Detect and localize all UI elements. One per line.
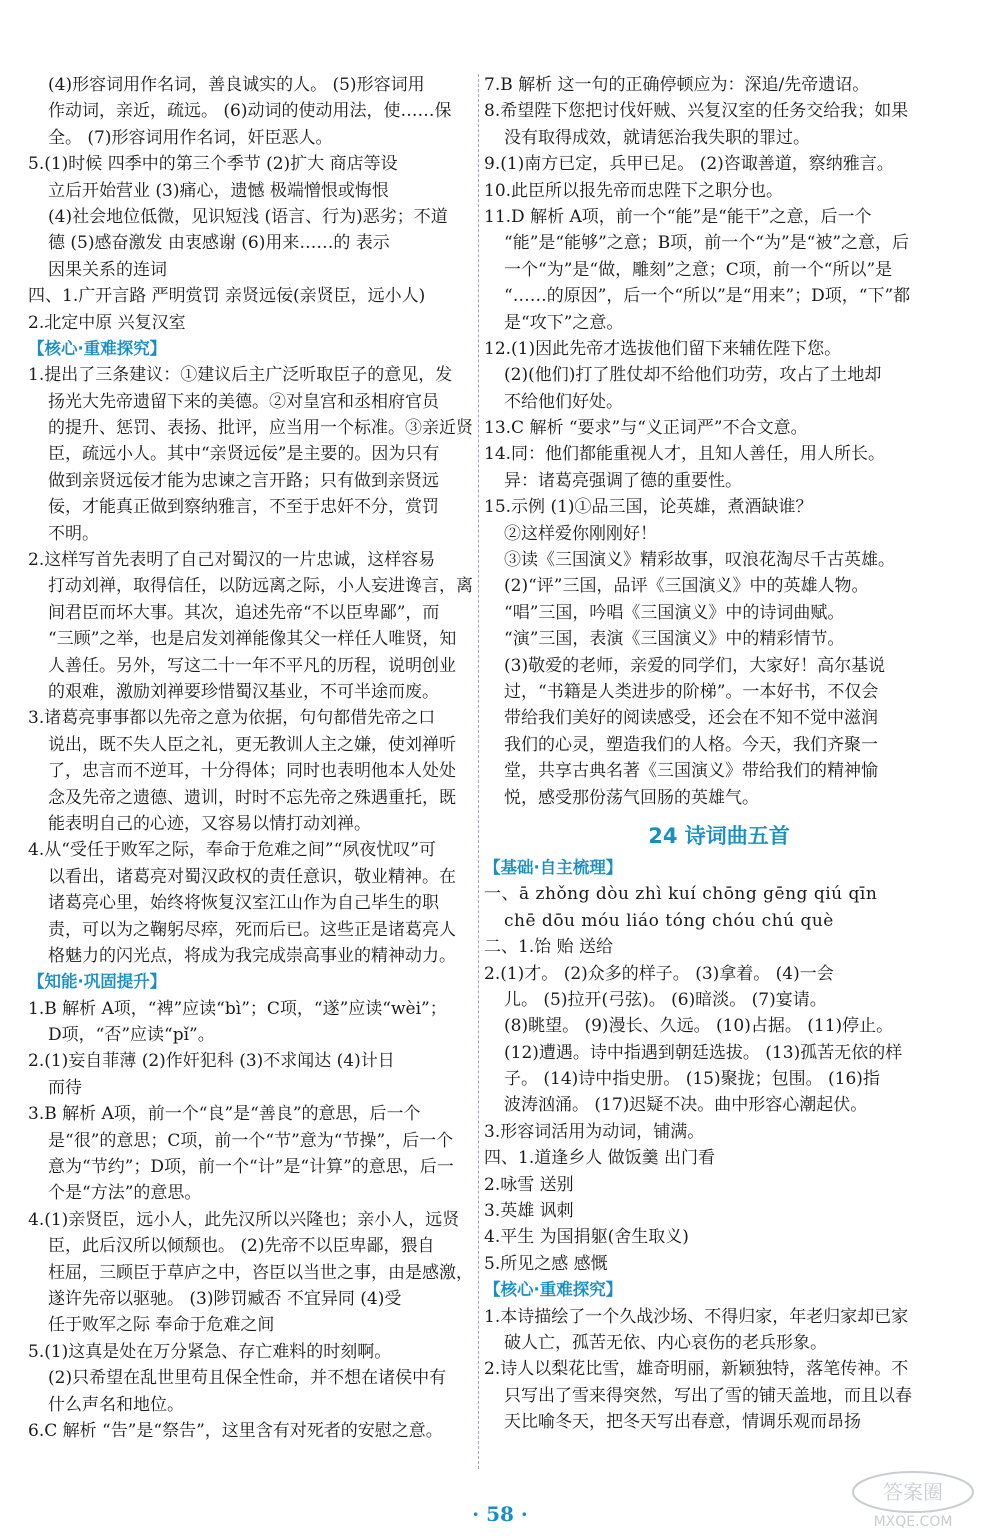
answer-line: 臣，此后汉所以倾颓也。 (2)先帝不以臣卑鄙，猥自: [48, 1236, 435, 1257]
answer-line: 什么声名和地位。: [48, 1394, 184, 1415]
answer-line: 打动刘禅，取得信任，以防远离之际，小人妄进谗言，离: [48, 576, 473, 597]
answer-line: 破人亡，孤苦无依、内心哀伤的老兵形象。: [504, 1332, 827, 1353]
answer-line: D项，“否”应读“pǐ”。: [48, 1025, 215, 1046]
answer-line: 的艰难，激励刘禅要珍惜蜀汉基业，不可半途而废。: [48, 681, 439, 702]
answer-line: 格魅力的闪光点，将成为我完成崇高事业的精神动力。: [48, 945, 456, 966]
answer-line: 2.咏雪 送别: [484, 1174, 574, 1195]
answer-line: 1.本诗描绘了一个久战沙场、不得归家，年老归家却已家: [484, 1306, 909, 1327]
answer-line: ③读《三国演义》精彩故事，叹浪花淘尽千古英雄。: [504, 550, 895, 571]
answer-line: 4.从“受任于败军之际，奉命于危难之间”“夙夜忧叹”可: [28, 840, 436, 861]
answer-line: 2.诗人以梨花比雪，雄奇明丽，新颖独特，落笔传神。不: [484, 1359, 909, 1380]
answer-line: 遂许先帝以驱驰。 (3)陟罚臧否 不宜异同 (4)受: [48, 1288, 402, 1309]
answer-line: 责，可以为之鞠躬尽瘁，死而后已。这些正是诸葛亮人: [48, 919, 456, 940]
answer-line: (3)敬爱的老师，亲爱的同学们，大家好！高尔基说: [504, 655, 886, 676]
answer-line: (2)“评”三国，品评《三国演义》中的英雄人物。: [504, 576, 869, 597]
answer-line: 2.(1)妄自菲薄 (2)作奸犯科 (3)不求闻达 (4)计日: [28, 1051, 395, 1072]
answer-line: 而待: [48, 1077, 82, 1098]
answer-line: 11.D 解析 A项，前一个“能”是“能干”之意，后一个: [484, 206, 872, 227]
answer-line: 5.(1)时候 四季中的第三个季节 (2)扩大 商店等设: [28, 154, 398, 175]
answer-line: 全。 (7)形容词用作名词，奸臣恶人。: [48, 127, 333, 148]
answer-line: 12.(1)因此先帝才选拔他们留下来辅佐陛下您。: [484, 338, 842, 359]
answer-line: 人善任。另外，写这二十一年不平凡的历程，说明创业: [48, 655, 456, 676]
answer-line: 因果关系的连词: [48, 259, 167, 280]
answer-line: (2)(他们)打了胜仗却不给他们功劳，攻占了土地却: [504, 365, 882, 386]
answer-line: 四、1.广开言路 严明赏罚 亲贤远佞(亲贤臣，远小人): [28, 286, 426, 307]
answer-line: 1.B 解析 A项，“裨”应读“bì”；C项，“遂”应读“wèi”；: [28, 998, 447, 1019]
answer-line: 7.B 解析 这一句的正确停顿应为：深追/先帝遗诏。: [484, 75, 870, 95]
answer-line: 13.C 解析 “要求”与“义正词严”不合文意。: [484, 418, 808, 439]
right-column: [484, 72, 954, 1436]
answer-line: 8.希望陛下您把讨伐奸贼、兴复汉室的任务交给我；如果: [484, 101, 909, 122]
answer-line: 是“攻下”之意。: [504, 312, 624, 333]
answer-line: 二、1.饴 贻 送给: [484, 937, 614, 958]
left-column: [28, 72, 473, 1444]
answer-line: 任于败军之际 奉命于危难之间: [48, 1315, 275, 1336]
answer-line: 堂，共享古典名著《三国演义》带给我们的精神愉: [504, 761, 878, 782]
answer-line: (4)形容词用作名词，善良诚实的人。 (5)形容词用: [48, 75, 425, 95]
answer-line: 能表明自己的心迹，又容易以情打动刘禅。: [48, 813, 371, 834]
answer-line: “能”是“能够”之意；B项，前一个“为”是“被”之意，后: [504, 233, 910, 254]
answer-line: 天比喻冬天，把冬天写出春意，情调乐观而昂扬: [504, 1412, 861, 1433]
answer-line: 诸葛亮心里，始终将恢复汉室江山作为自己毕生的职: [48, 893, 439, 914]
section-heading: 【基础·自主梳理】: [484, 857, 623, 877]
svg-text:MXQE.COM: MXQE.COM: [873, 1514, 953, 1530]
section-heading: 【核心·重难探究】: [484, 1280, 623, 1300]
answer-line: “唱”三国，吟唱《三国演义》中的诗词曲赋。: [504, 602, 845, 623]
svg-text:答案圈: 答案圈: [883, 1480, 943, 1504]
answer-line: 只写出了雪来得突然，写出了雪的铺天盖地，而且以春: [504, 1385, 912, 1406]
answer-line: 臣，疏远小人。其中“亲贤远佞”是主要的。因为只有: [48, 444, 440, 465]
answer-line: 5.(1)这真是处在万分紧急、存亡难料的时刻啊。: [28, 1341, 392, 1362]
answer-line: 以看出，诸葛亮对蜀汉政权的责任意识，敬业精神。在: [48, 866, 456, 887]
answer-line: 3.诸葛亮事事都以先帝之意为依据，句句都借先帝之口: [28, 708, 436, 729]
answer-line: 做到亲贤远佞才能为忠谏之言开路；只有做到亲贤远: [48, 470, 439, 491]
answer-line: 是“很”的意思；C项，前一个“节”意为“节操”，后一个: [48, 1130, 454, 1151]
answer-line: 4.(1)亲贤臣，远小人，此先汉所以兴隆也；亲小人，远贤: [28, 1209, 460, 1230]
answer-line: 了，忠言而不逆耳，十分得体；同时也表明他本人处处: [48, 761, 456, 782]
answer-line: 异：诸葛亮强调了德的重要性。: [504, 470, 742, 491]
answer-line: 2.(1)才。 (2)众多的样子。 (3)拿着。 (4)一会: [484, 963, 834, 984]
answer-line: 2.北定中原 兴复汉室: [28, 312, 186, 333]
answer-line: 4.平生 为国捐躯(舍生取义): [484, 1227, 689, 1248]
answer-line: 没有取得成效，就请惩治我失职的罪过。: [504, 127, 810, 148]
answer-line: 带给我们美好的阅读感受，还会在不知不觉中滋润: [504, 708, 878, 729]
answer-line: 扬光大先帝遗留下来的美德。②对皇宫和丞相府官员: [48, 391, 439, 412]
answer-line: 立后开始营业 (3)痛心，遗憾 极端憎恨或悔恨: [48, 180, 389, 201]
answer-line: 作动词，亲近，疏远。 (6)动词的使动用法，使……保: [48, 101, 452, 122]
answer-line: 四、1.道逢乡人 做饭羹 出门看: [484, 1148, 716, 1169]
answer-line: 说出，既不失人臣之礼，更无教训人主之嫌，使刘禅听: [48, 734, 456, 755]
answer-line: (12)遭遇。诗中指遇到朝廷选拔。 (13)孤苦无依的样: [504, 1042, 903, 1063]
answer-line: (4)社会地位低微，见识短浅 (语言、行为)恶劣；不道: [48, 206, 448, 227]
answer-line: 个是“方法”的意思。: [48, 1183, 202, 1204]
answer-line: 佞，才能真正做到察纳雅言，不至于忠奸不分，赏罚: [48, 497, 439, 518]
answer-line: 2.这样写首先表明了自己对蜀汉的一片忠诚，这样容易: [28, 550, 436, 571]
answer-line: 意为“节约”；D项，前一个“计”是“计算”的意思，后一: [48, 1157, 454, 1178]
answer-line: (2)只希望在乱世里苟且保全性命，并不想在诸侯中有: [48, 1368, 447, 1389]
answer-line: 10.此臣所以报先帝而忠陛下之职分也。: [484, 180, 784, 201]
answer-line: (8)眺望。 (9)漫长、久远。 (10)占据。 (11)停止。: [504, 1016, 894, 1037]
answer-line: chē dōu móu liáo tóng chóu chú què: [504, 910, 834, 931]
answer-line: 我们的心灵，塑造我们的人格。今天，我们齐聚一: [504, 734, 878, 755]
answer-line: 3.形容词活用为动词，铺满。: [484, 1121, 705, 1142]
answer-line: 波涛汹涌。 (17)迟疑不决。曲中形容心潮起伏。: [504, 1095, 868, 1116]
answer-line: 过，“书籍是人类进步的阶梯”。一本好书，不仅会: [504, 681, 879, 702]
answer-line: 悦，感受那份荡气回肠的英雄气。: [504, 787, 759, 808]
answer-line: 不给他们好处。: [504, 391, 623, 412]
answer-line: 德 (5)感奋激发 由衷感谢 (6)用来……的 表示: [48, 233, 390, 254]
answer-line: “三顾”之举，也是启发刘禅能像其父一样任人唯贤，知: [48, 629, 457, 650]
answer-line: 15.示例 (1)①品三国，论英雄，煮酒缺谁？: [484, 497, 813, 518]
answer-line: 6.C 解析 “告”是“祭告”，这里含有对死者的安慰之意。: [28, 1420, 443, 1441]
answer-line: “演”三国，表演《三国演义》中的精彩情节。: [504, 629, 845, 650]
answer-line: 念及先帝之遗德、遗训，时时不忘先帝之殊遇重托，既: [48, 787, 456, 808]
section-heading: 【核心·重难探究】: [28, 338, 167, 358]
answer-line: 儿。 (5)拉开(弓弦)。 (6)暗淡。 (7)宴请。: [504, 989, 827, 1010]
answer-line: “……的原因”，后一个“所以”是“用来”；D项，“下”都: [504, 286, 911, 307]
page-number: · 58 ·: [472, 1502, 528, 1526]
answer-line: 3.英雄 讽刺: [484, 1201, 574, 1222]
answer-line: 枉屈，三顾臣于草庐之中，咨臣以当世之事，由是感激，: [48, 1262, 473, 1283]
answer-line: ②这样爱你刚刚好！: [504, 523, 657, 544]
answer-line: 14.同：他们都能重视人才，且知人善任，用人所长。: [484, 444, 886, 465]
answer-line: 3.B 解析 A项，前一个“良”是“善良”的意思，后一个: [28, 1104, 421, 1125]
watermark-logo: [838, 1468, 988, 1530]
answer-line: 间君臣而坏大事。其次，追述先帝“不以臣卑鄙”，而: [48, 602, 440, 623]
answer-line: 一个“为”是“做，雕刻”之意；C项，前一个“所以”是: [504, 259, 893, 280]
answer-line: 一、ā zhǒng dòu zhì kuí chōng gēng qiú qīn: [484, 884, 878, 905]
answer-line: 1.提出了三条建议：①建议后主广泛听取臣子的意见，发: [28, 365, 453, 386]
answer-line: 5.所见之感 感慨: [484, 1253, 608, 1274]
answer-line: 9.(1)南方已定，兵甲已足。 (2)咨诹善道，察纳雅言。: [484, 154, 894, 175]
answer-line: 的提升、惩罚、表扬、批评，应当用一个标准。③亲近贤: [48, 418, 473, 439]
answer-line: 不明。: [48, 523, 99, 544]
answer-line: 子。 (14)诗中指史册。 (15)聚拢；包围。 (16)指: [504, 1069, 880, 1090]
section-heading: 【知能·巩固提升】: [28, 972, 167, 992]
section-title: 24 诗词曲五首: [648, 823, 790, 848]
column-divider: [478, 74, 479, 1469]
